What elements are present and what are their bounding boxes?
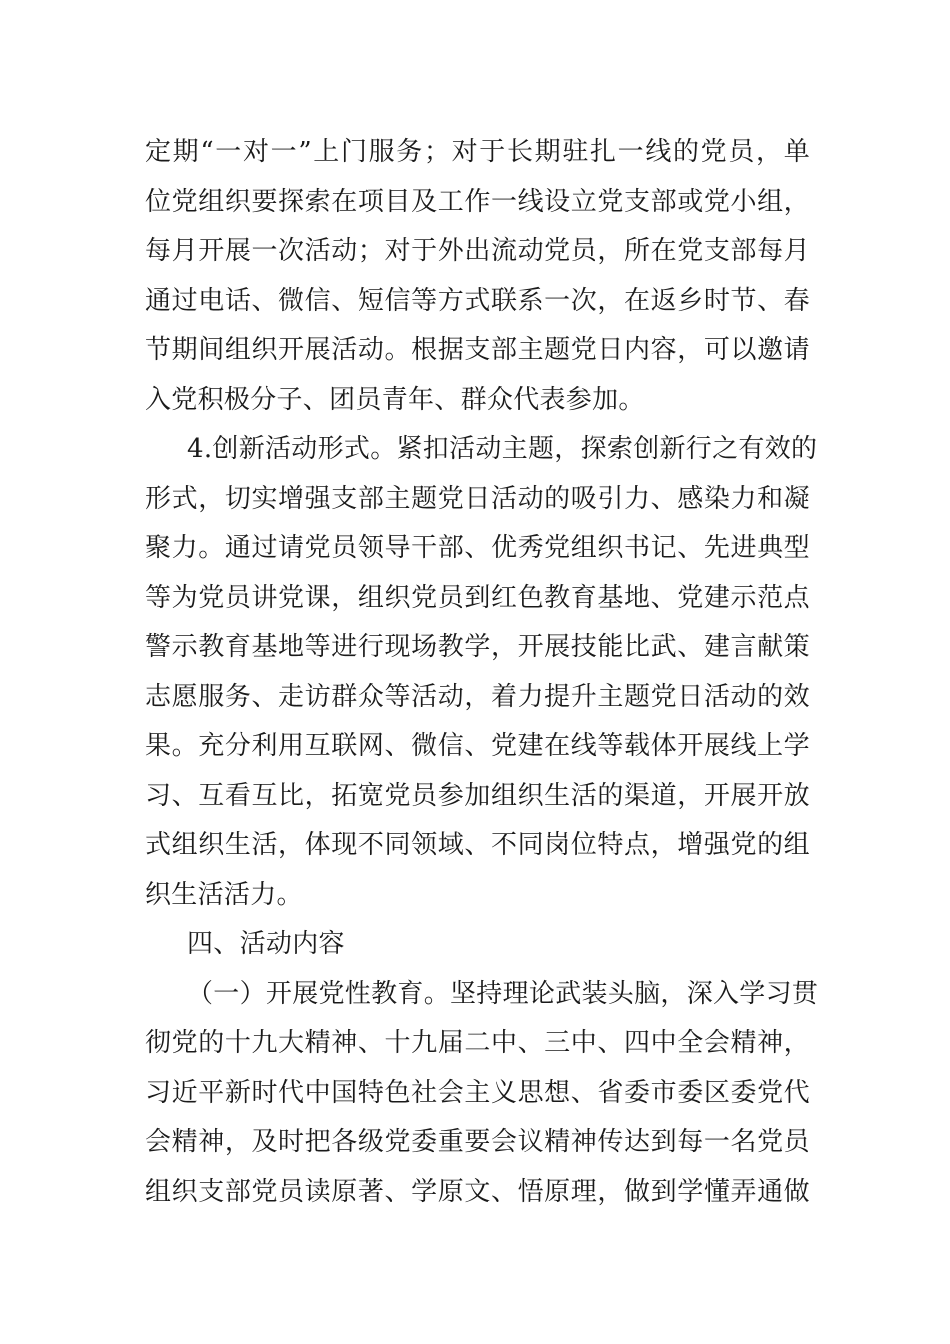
- text-line: 等为党员讲党课，组织党员到红色教育基地、党建示范点: [145, 582, 810, 613]
- text-line: 习、互看互比，拓宽党员参加组织生活的渠道，开展开放: [145, 780, 810, 811]
- text-line: 会精神，及时把各级党委重要会议精神传达到每一名党员: [145, 1127, 810, 1157]
- text-line: 聚力。通过请党员领导干部、优秀党组织书记、先进典型: [145, 533, 810, 563]
- text-line: 果。充分利用互联网、微信、党建在线等载体开展线上学: [145, 731, 810, 761]
- text-line: 每月开展一次活动；对于外出流动党员，所在党支部每月: [145, 236, 810, 266]
- text-line: 四、活动内容: [187, 929, 345, 959]
- document-body: [145, 128, 819, 1217]
- text-line: 通过电话、微信、短信等方式联系一次，在返乡时节、春: [145, 285, 810, 316]
- text-line: 习近平新时代中国特色社会主义思想、省委市委区委党代: [145, 1077, 810, 1108]
- text-line: 警示教育基地等进行现场教学，开展技能比武、建言献策: [145, 632, 810, 662]
- text-line: 彻党的十九大精神、十九届二中、三中、四中全会精神，: [145, 1028, 810, 1058]
- text-line: 式组织生活，体现不同领域、不同岗位特点，增强党的组: [145, 830, 810, 860]
- text-line: 定期“一对一”上门服务；对于长期驻扎一线的党员，单: [145, 137, 810, 167]
- text-line: 形式，切实增强支部主题党日活动的吸引力、感染力和凝: [145, 483, 810, 514]
- text-line: 入党积极分子、团员青年、群众代表参加。: [145, 384, 645, 415]
- text-line: 志愿服务、走访群众等活动，着力提升主题党日活动的效: [145, 681, 810, 712]
- text-line: 节期间组织开展活动。根据支部主题党日内容，可以邀请: [145, 335, 810, 365]
- text-line: 位党组织要探索在项目及工作一线设立党支部或党小组，: [145, 186, 810, 217]
- text-line: 织生活活力。: [145, 879, 303, 910]
- text-line: 4.创新活动形式。紧扣活动主题，探索创新行之有效的: [187, 434, 818, 464]
- text-line: 组织支部党员读原著、学原文、悟原理，做到学懂弄通做: [145, 1176, 810, 1207]
- text-line: （一）开展党性教育。坚持理论武装头脑，深入学习贯: [187, 978, 819, 1009]
